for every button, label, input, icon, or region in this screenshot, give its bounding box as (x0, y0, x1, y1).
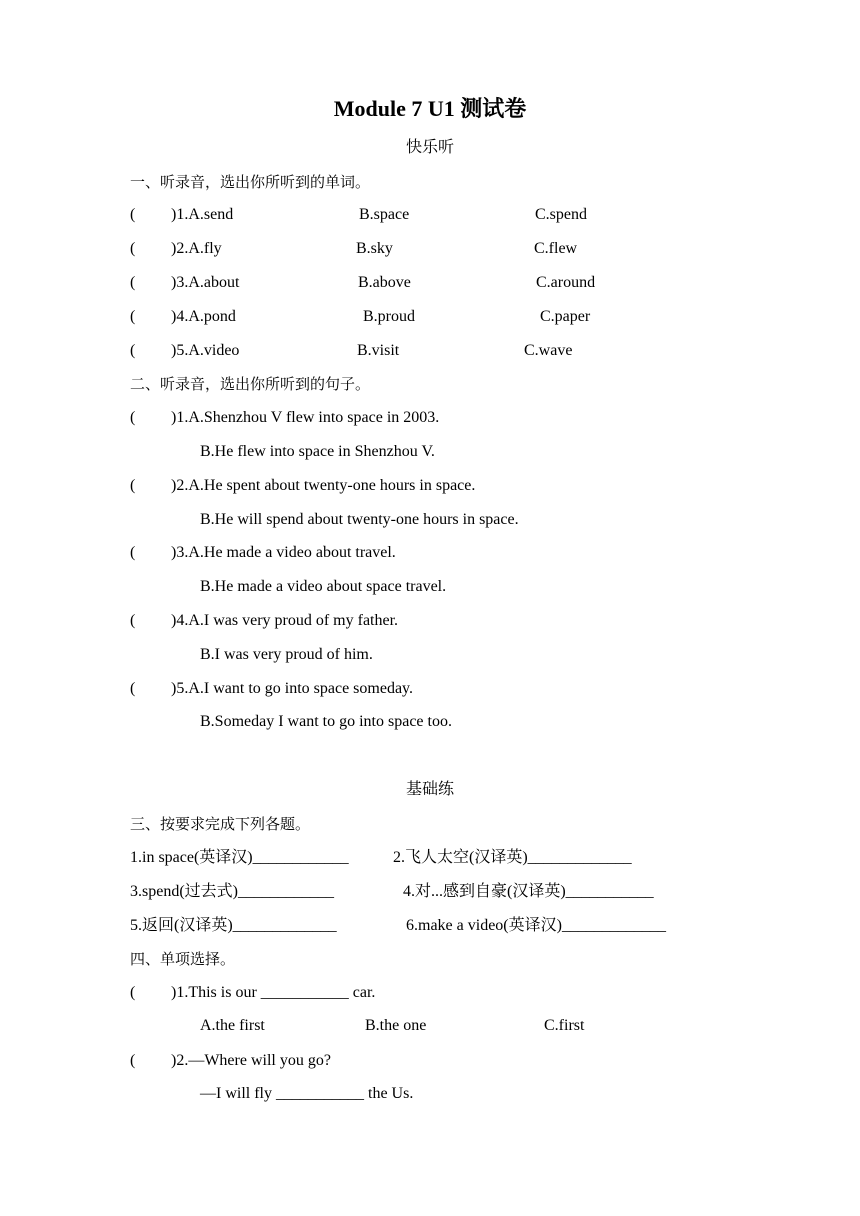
option-c: C.first (544, 1017, 585, 1034)
question-text: )1.This is our ___________ car. (171, 984, 376, 1001)
option-a: )1.A.Shenzhou V flew into space in 2003. (171, 409, 440, 426)
answer-paren: ( (130, 984, 136, 1001)
option-a: )5.A.video (171, 342, 240, 359)
option-a: A.the first (200, 1017, 265, 1034)
option-a: )3.A.He made a video about travel. (171, 544, 396, 561)
answer-paren: ( (130, 612, 136, 629)
part3-item: 5.返回(汉译英)_____________ (130, 917, 337, 934)
option-a: )2.A.fly (171, 240, 222, 257)
part4-heading: 四、单项选择。 (130, 950, 236, 968)
option-b: B.Someday I want to go into space too. (200, 713, 452, 730)
option-b: B.space (359, 206, 410, 223)
option-a: )5.A.I want to go into space someday. (171, 680, 414, 697)
option-a: )4.A.I was very proud of my father. (171, 612, 399, 629)
part3-item: 1.in space(英译汉)____________ (130, 849, 349, 866)
part3-item: 4.对...感到自豪(汉译英)___________ (403, 883, 654, 900)
option-c: C.flew (534, 240, 578, 257)
answer-paren: ( (130, 680, 136, 697)
part3-heading: 三、按要求完成下列各题。 (130, 815, 311, 833)
part3-item: 3.spend(过去式)____________ (130, 883, 334, 900)
answer-paren: ( (130, 477, 136, 494)
option-a: )3.A.about (171, 274, 240, 291)
answer-paren: ( (130, 409, 136, 426)
option-a: )1.A.send (171, 206, 234, 223)
answer-paren: ( (130, 544, 136, 561)
part3-item: 6.make a video(英译汉)_____________ (406, 917, 666, 934)
option-b: B.He will spend about twenty-one hours in space. (200, 511, 519, 528)
option-c: C.paper (540, 308, 591, 325)
option-a: )4.A.pond (171, 308, 236, 325)
part2-heading: 二、听录音，选出你所听到的句子。 (130, 375, 371, 393)
option-b: B.sky (356, 240, 393, 257)
option-c: C.wave (524, 342, 573, 359)
option-c: C.around (536, 274, 596, 291)
answer-paren: ( (130, 1052, 136, 1069)
part1-heading: 一、听录音，选出你所听到的单词。 (130, 173, 371, 191)
option-a: )2.A.He spent about twenty-one hours in space. (171, 477, 476, 494)
answer-line: —I will fly ___________ the Us. (200, 1085, 414, 1102)
page-title: Module 7 U1 测试卷 (333, 96, 527, 121)
question-text: )2.—Where will you go? (171, 1052, 331, 1069)
option-b: B.proud (363, 308, 415, 325)
answer-paren: ( (130, 240, 136, 257)
option-b: B.above (358, 274, 411, 291)
answer-paren: ( (130, 308, 136, 325)
option-b: B.visit (357, 342, 400, 359)
option-b: B.I was very proud of him. (200, 646, 373, 663)
option-b: B.He flew into space in Shenzhou V. (200, 443, 435, 460)
section-listen: 快乐听 (405, 137, 454, 156)
section-basic: 基础练 (405, 779, 454, 798)
answer-paren: ( (130, 206, 136, 223)
option-b: B.He made a video about space travel. (200, 578, 447, 595)
option-b: B.the one (365, 1017, 427, 1034)
answer-paren: ( (130, 342, 136, 359)
answer-paren: ( (130, 274, 136, 291)
part3-item: 2.飞人太空(汉译英)_____________ (393, 849, 632, 866)
option-c: C.spend (535, 206, 587, 223)
